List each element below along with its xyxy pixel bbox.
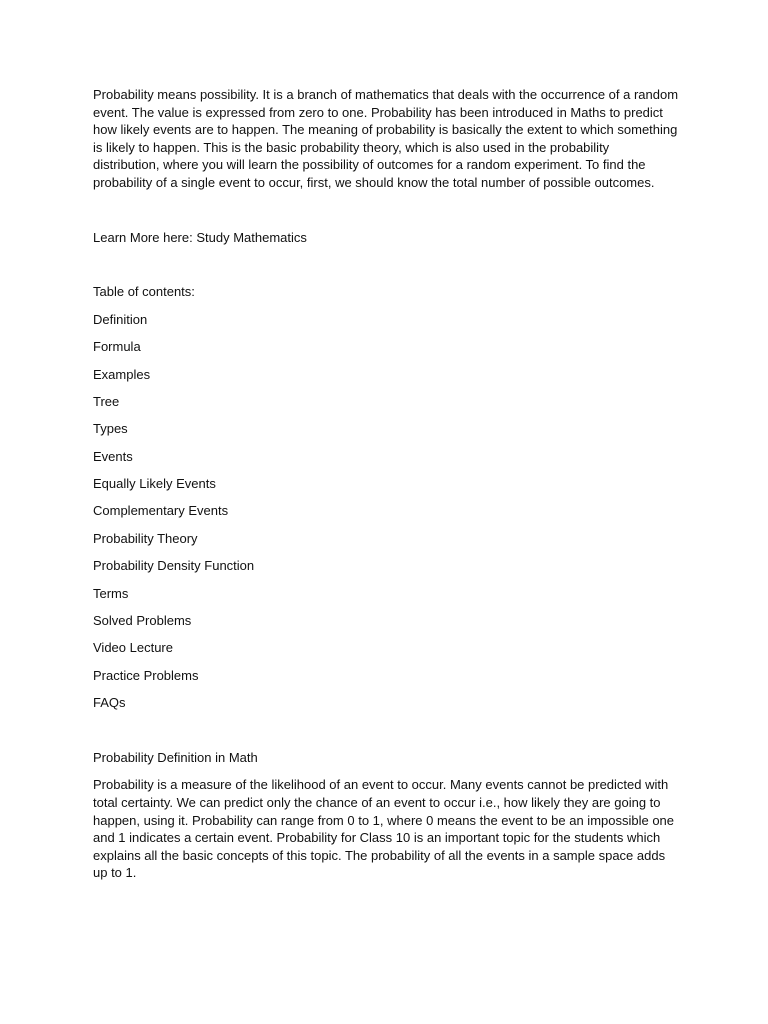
toc-item-video-lecture: Video Lecture — [93, 640, 173, 656]
toc-item-definition: Definition — [93, 311, 148, 327]
document-content — [93, 86, 679, 882]
definition-heading: Probability Definition in Math — [93, 749, 258, 765]
toc-item-events: Events — [93, 448, 133, 464]
toc-item-terms: Terms — [93, 585, 129, 601]
toc-item-types: Types — [93, 421, 128, 437]
intro-paragraph: Probability means possibility. It is a branch of mathematics that deals with the occurrence of a random event. The value is expressed from zero to one. Probability has been introduced in Maths to predict how likely events are to happen. The meaning of probability is basically the extent to which something is likely to happen. This is the basic probability theory, which is also used in the probability distribution, where you will learn the possibility of outcomes for a random experiment. To find the probability of a single event to occur, first, we should know the total number of possible outcomes. — [93, 87, 679, 190]
toc-item-complementary-events: Complementary Events — [93, 503, 229, 519]
toc-item-formula: Formula — [93, 339, 141, 355]
table-of-contents-list — [93, 311, 679, 712]
toc-item-equally-likely-events: Equally Likely Events — [93, 476, 216, 492]
table-of-contents-heading: Table of contents: — [93, 284, 195, 300]
toc-item-examples: Examples — [93, 366, 151, 382]
toc-item-practice-problems: Practice Problems — [93, 667, 199, 683]
toc-item-solved-problems: Solved Problems — [93, 613, 192, 629]
toc-item-tree: Tree — [93, 393, 120, 409]
toc-item-probability-density-function: Probability Density Function — [93, 558, 255, 574]
toc-item-probability-theory: Probability Theory — [93, 530, 198, 546]
learn-more-line: Learn More here: Study Mathematics — [93, 229, 307, 245]
toc-item-faqs: FAQs — [93, 695, 126, 711]
definition-paragraph: Probability is a measure of the likelihood of an event to occur. Many events cannot be predicted with total certainty. We can predict only the chance of an event to occur i.e., how likely they are going to happen, using it. Probability can range from 0 to 1, where 0 means the event to be an impossible one and 1 indicates a certain event. Probability for Class 10 is an important topic for the students which explains all the basic concepts of this topic. The probability of all the events in a sample space adds up to 1. — [93, 777, 675, 881]
